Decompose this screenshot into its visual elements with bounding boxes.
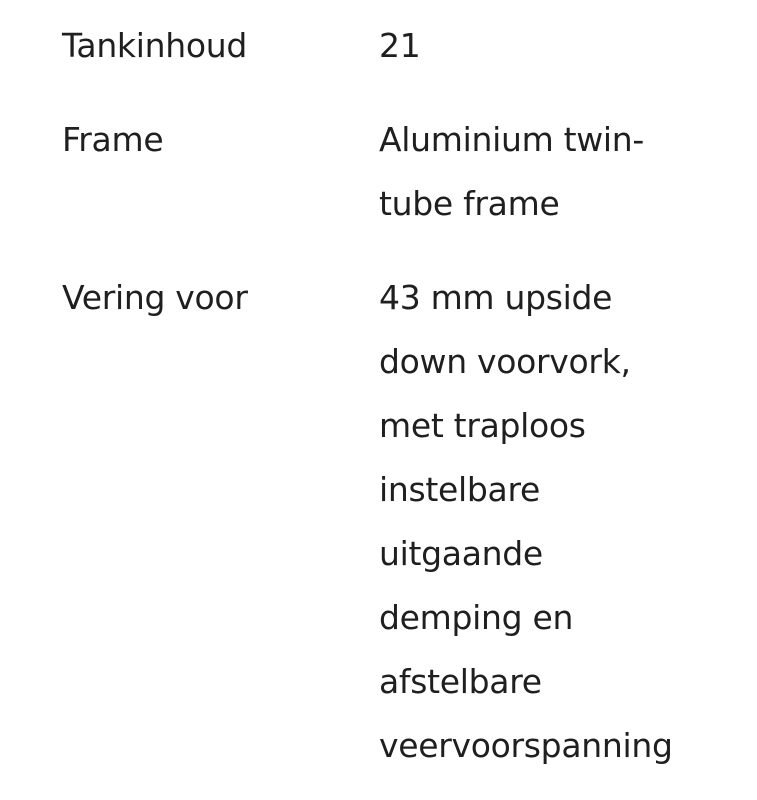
spec-value-line: met traploos: [379, 406, 586, 445]
spec-label: Tankinhoud: [62, 26, 247, 65]
spec-value: [379, 266, 752, 778]
spec-value-line: demping en: [379, 598, 574, 637]
spec-value-line: afstelbare: [379, 662, 542, 701]
spec-row-frame: [62, 108, 752, 236]
spec-row-vering-voor: [62, 266, 752, 778]
spec-value-line: Aluminium twin-: [379, 120, 645, 159]
spec-table: [62, 0, 752, 778]
spec-label: Vering voor: [62, 278, 248, 317]
spec-value-line: 21: [379, 26, 421, 65]
spec-value-line: down voorvork,: [379, 342, 631, 381]
spec-value-line: uitgaande: [379, 534, 543, 573]
spec-value: [379, 108, 752, 236]
spec-value-line: 43 mm upside: [379, 278, 613, 317]
spec-value-line: tube frame: [379, 184, 560, 223]
spec-value-line: veervoorspanning: [379, 726, 673, 765]
spec-row-tankinhoud: [62, 14, 752, 78]
spec-value-line: instelbare: [379, 470, 541, 509]
spec-label: Frame: [62, 120, 164, 159]
spec-value: [379, 14, 752, 78]
